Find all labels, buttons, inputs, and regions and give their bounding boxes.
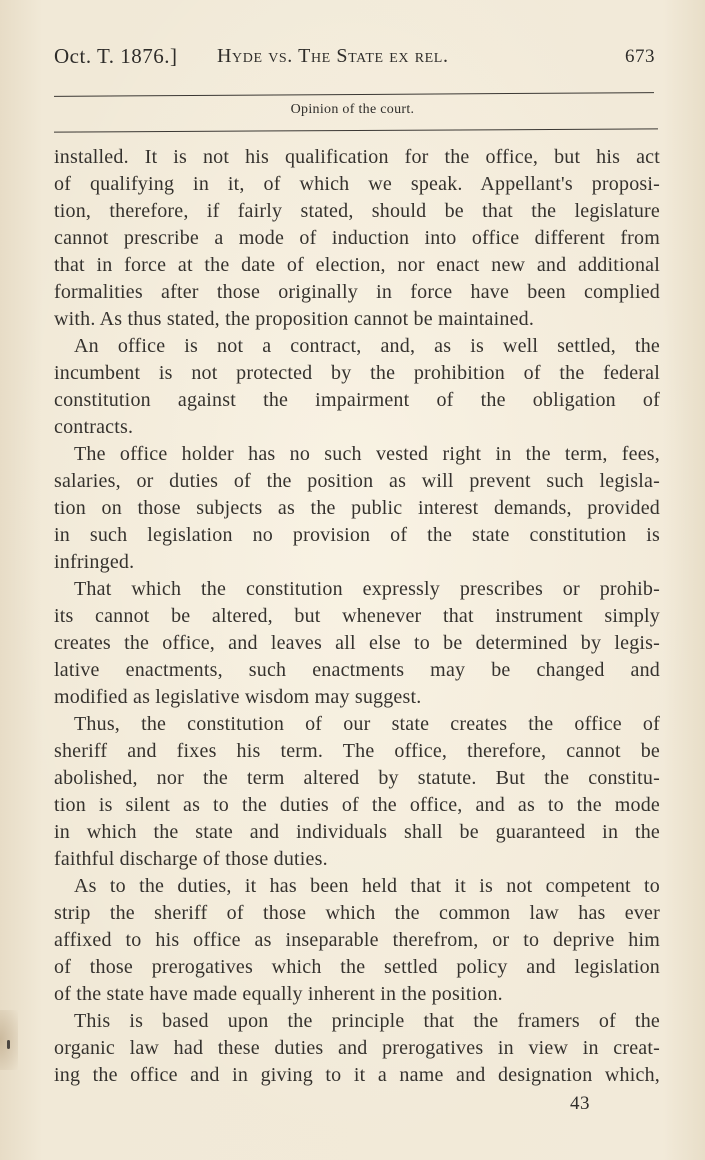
text-line: in such legislation no provision of the state constitution is	[54, 524, 660, 546]
text-line: of the state have made equally inherent in the position.	[54, 983, 503, 1005]
text-line: its cannot be altered, but whenever that instrument simply	[54, 605, 660, 627]
paragraph	[54, 144, 660, 333]
text-line: sheriff and fixes his term. The office, therefore, cannot be	[54, 740, 660, 762]
paragraph	[54, 576, 660, 711]
text-line: tion on those subjects as the public interest demands, provided	[54, 497, 660, 519]
signature-folio: 43	[570, 1093, 590, 1114]
running-header	[54, 44, 659, 80]
text-line: modified as legislative wisdom may suggest.	[54, 686, 422, 708]
text-line: installed. It is not his qualification for the office, but his act	[54, 146, 660, 168]
paragraph	[54, 711, 660, 873]
text-line: constitution against the impairment of the obligation of	[54, 389, 660, 411]
term-label: Oct. T. 1876.]	[54, 44, 178, 68]
text-line: ing the office and in giving to it a name and designation which,	[54, 1064, 660, 1086]
text-line: strip the sheriff of those which the common law has ever	[54, 902, 660, 924]
text-line: tion, therefore, if fairly stated, should be that the legislature	[54, 200, 660, 222]
text-line: incumbent is not protected by the prohibition of the federal	[54, 362, 660, 384]
text-line: affixed to his office as inseparable therefrom, or to deprive him	[54, 929, 660, 951]
paragraph	[54, 441, 660, 576]
case-title: Hyde vs. The State ex rel.	[217, 45, 449, 67]
text-line: that in force at the date of election, nor enact new and additional	[54, 254, 660, 276]
margin-mark	[7, 1040, 10, 1049]
paragraph	[54, 333, 660, 441]
text-line: organic law had these duties and prerogatives in view in creat-	[54, 1037, 660, 1059]
text-line: abolished, nor the term altered by statute. But the constitu-	[54, 767, 660, 789]
text-line: of qualifying in it, of which we speak. Appellant's proposi-	[54, 173, 660, 195]
text-line: faithful discharge of those duties.	[54, 848, 328, 870]
text-line: cannot prescribe a mode of induction into office different from	[54, 227, 660, 249]
text-line: of those prerogatives which the settled policy and legislation	[54, 956, 660, 978]
text-line: lative enactments, such enactments may be changed and	[54, 659, 660, 681]
header-rule-top	[54, 92, 654, 97]
text-line: As to the duties, it has been held that it is not competent to	[74, 875, 660, 897]
text-line: tion is silent as to the duties of the office, and as to the mode	[54, 794, 660, 816]
header-rule-bottom	[54, 128, 658, 132]
text-line: with. As thus stated, the proposition cannot be maintained.	[54, 308, 535, 330]
text-line: An office is not a contract, and, as is well settled, the	[74, 335, 660, 357]
page-number: 673	[625, 46, 655, 67]
text-line: salaries, or duties of the position as will prevent such legisla-	[54, 470, 660, 492]
text-line: The office holder has no such vested right in the term, fees,	[74, 443, 660, 465]
text-line: This is based upon the principle that the framers of the	[74, 1010, 660, 1032]
paragraph	[54, 1008, 660, 1089]
opinion-body	[54, 144, 660, 1089]
text-line: Thus, the constitution of our state creates the office of	[74, 713, 660, 735]
paragraph	[54, 873, 660, 1008]
text-line: That which the constitution expressly prescribes or prohib-	[74, 578, 660, 600]
section-subheading: Opinion of the court.	[290, 102, 415, 117]
text-line: contracts.	[54, 416, 134, 438]
text-line: in which the state and individuals shall be guaranteed in the	[54, 821, 660, 843]
text-line: creates the office, and leaves all else to be determined by legis-	[54, 632, 660, 654]
text-line: formalities after those originally in force have been complied	[54, 281, 660, 303]
text-line: infringed.	[54, 551, 135, 573]
